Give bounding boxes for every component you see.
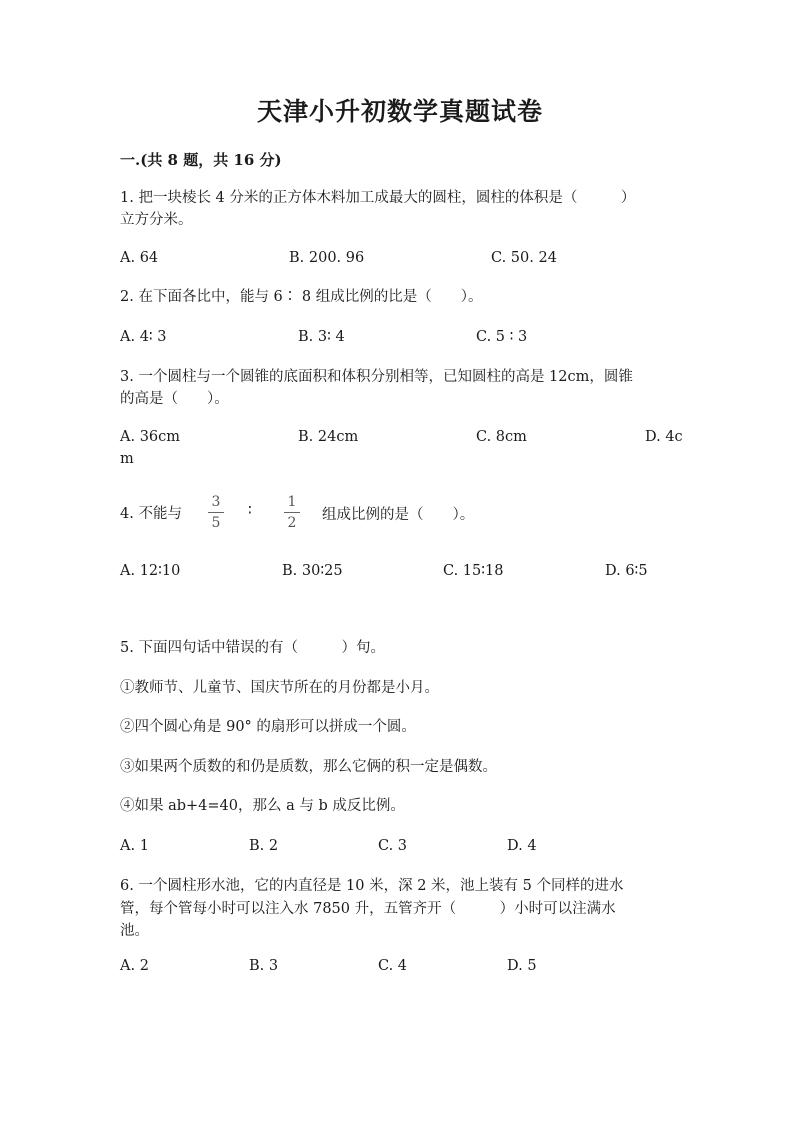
q5-statement-2: ②四个圆心角是 90° 的扇形可以拼成一个圆。 xyxy=(120,719,416,735)
q4-fraction-3-5 xyxy=(206,494,226,531)
q6-option-a: A. 2 xyxy=(120,958,149,974)
q6-text-line1: 6. 一个圆柱形水池，它的内直径是 10 米，深 2 米，池上装有 5 个同样的进水 xyxy=(120,878,624,894)
q3-option-d: D. 4c xyxy=(645,429,683,445)
q2-text: 2. 在下面各比中，能与 6∶ 8 组成比例的比是（ ）。 xyxy=(120,289,483,305)
q5-text: 5. 下面四句话中错误的有（ ）句。 xyxy=(120,640,385,656)
q4-frac1-denominator: 5 xyxy=(211,515,221,531)
q4-frac2-numerator: 1 xyxy=(287,494,297,510)
q3-text-line1: 3. 一个圆柱与一个圆锥的底面积和体积分别相等，已知圆柱的高是 12cm，圆锥 xyxy=(120,369,633,385)
q3-text-line2: 的高是（ ）。 xyxy=(120,391,229,407)
q2-option-c: C. 5 ∶ 3 xyxy=(476,329,528,345)
q5-option-c: C. 3 xyxy=(378,838,408,854)
q1-option-c: C. 50. 24 xyxy=(491,250,557,266)
q1-text-line1: 1. 把一块棱长 4 分米的正方体木料加工成最大的圆柱，圆柱的体积是（ ） xyxy=(120,190,636,206)
q2-option-b: B. 3∶ 4 xyxy=(298,329,345,345)
q3-option-c: C. 8cm xyxy=(476,429,527,445)
q5-option-b: B. 2 xyxy=(249,838,279,854)
q4-frac2-denominator: 2 xyxy=(287,515,297,531)
q6-option-c: C. 4 xyxy=(378,958,408,974)
q6-text-line2: 管，每个管每小时可以注入水 7850 升，五管齐开（ ）小时可以注满水 xyxy=(120,901,616,917)
q2-option-a: A. 4∶ 3 xyxy=(120,329,167,345)
q4-prefix: 4. 不能与 xyxy=(120,506,182,522)
q4-frac1-numerator: 3 xyxy=(211,494,221,510)
q6-option-b: B. 3 xyxy=(249,958,279,974)
q6-text-line3: 池。 xyxy=(120,923,149,939)
q4-option-d: D. 6∶5 xyxy=(605,563,648,579)
q3-option-a: A. 36cm xyxy=(120,429,181,445)
q5-statement-4: ④如果 ab+4=40，那么 a 与 b 成反比例。 xyxy=(120,798,405,814)
q5-option-d: D. 4 xyxy=(507,838,537,854)
q4-option-a: A. 12∶10 xyxy=(120,563,181,579)
fraction-bar xyxy=(208,512,224,513)
q4-option-c: C. 15∶18 xyxy=(443,563,504,579)
q4-fraction-1-2 xyxy=(282,494,302,531)
q4-option-b: B. 30∶25 xyxy=(282,563,343,579)
q5-statement-3: ③如果两个质数的和仍是质数，那么它俩的积一定是偶数。 xyxy=(120,759,497,775)
q1-option-a: A. 64 xyxy=(120,250,159,266)
q3-option-d-wrap: m xyxy=(120,451,134,467)
q4-colon: ∶ xyxy=(248,503,252,519)
fraction-bar xyxy=(284,512,300,513)
q3-option-b: B. 24cm xyxy=(298,429,359,445)
q5-statement-1: ①教师节、儿童节、国庆节所在的月份都是小月。 xyxy=(120,680,439,696)
q5-option-a: A. 1 xyxy=(120,838,149,854)
q1-text-line2: 立方分米。 xyxy=(120,212,193,228)
q1-option-b: B. 200. 96 xyxy=(289,250,365,266)
page-title: 天津小升初数学真题试卷 xyxy=(256,97,543,126)
section-heading: 一.(共 8 题，共 16 分) xyxy=(120,151,282,169)
q6-option-d: D. 5 xyxy=(507,958,537,974)
q4-suffix: 组成比例的是（ ）。 xyxy=(322,507,475,523)
